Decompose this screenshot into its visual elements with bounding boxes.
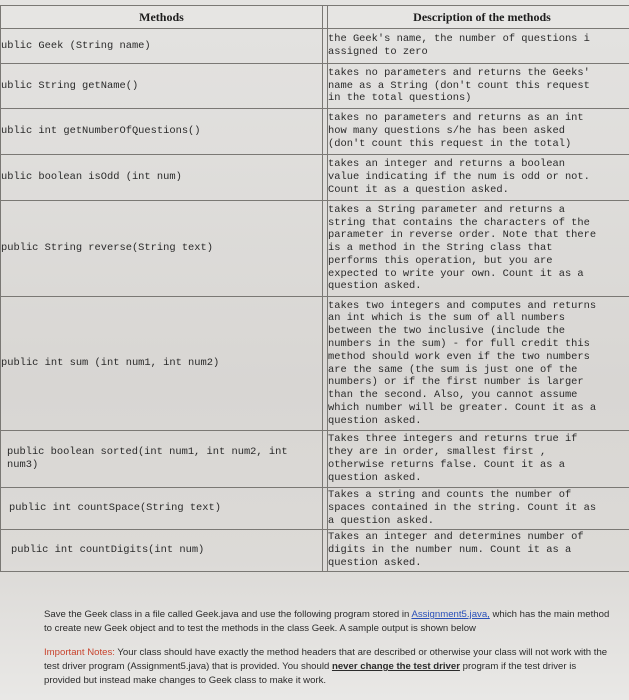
method-signature: ublic Geek (String name) [1,29,323,64]
methods-table [0,5,629,572]
method-description: takes no parameters and returns as an int how many questions s/he has been asked (don't count this request in the total) [328,109,629,155]
description-header: Description of the methods [328,6,629,29]
table-row [1,431,629,488]
table-row [1,64,629,109]
method-description: the Geek's name, the number of questions i assigned to zero [328,29,629,64]
method-description: Takes three integers and returns true if they are in order, smallest first , otherwise returns false. Count it as a question asked. [328,431,629,488]
assignment5-link[interactable]: Assignment5.java, [411,609,490,620]
method-signature: ublic boolean isOdd (int num) [1,155,323,201]
method-description: takes a String parameter and returns a string that contains the characters of the parameter in reverse order. Note that there is a method in the String class that performs this operation, but you are expected to write your own. Count it as a question asked. [328,201,629,297]
table-row [1,109,629,155]
table-header-row [1,6,629,29]
table-row [1,201,629,297]
method-description: takes no parameters and returns the Geeks' name as a String (don't count this request in the total questions) [328,64,629,109]
method-description: takes two integers and computes and returns an int which is the sum of all numbers between the two inclusive (include the numbers in the sum) - for full credit this method should work even if the two numbers are the same (the sum is just one of the numbers) or if the first number is larger than the second. Also, you cannot assume which number will be greater. Count it as a question asked. [328,297,629,431]
method-signature: public boolean sorted(int num1, int num2, int num3) [1,431,323,488]
table-row [1,29,629,64]
method-signature: public String reverse(String text) [1,201,323,297]
assignment-notes [44,608,614,698]
instructions-paragraph: Save the Geek class in a file called Geek.java and use the following program stored in Assignment5.java, which has the main method to create new Geek object and to test the methods in the class Geek. A sample output is shown below [44,609,610,634]
method-signature: ublic String getName() [1,64,323,109]
table-row [1,155,629,201]
method-signature: ublic int getNumberOfQuestions() [1,109,323,155]
methods-header: Methods [1,6,323,29]
method-signature: public int countDigits(int num) [1,530,323,572]
table-row [1,488,629,530]
method-signature: public int sum (int num1, int num2) [1,297,323,431]
table-row [1,530,629,572]
never-change-emphasis: never change the test driver [331,661,460,672]
method-description: Takes a string and counts the number of spaces contained in the string. Count it as a question asked. [328,488,629,530]
method-description: takes an integer and returns a boolean value indicating if the num is odd or not. Count it as a question asked. [328,155,629,201]
important-notes-paragraph: Important Notes: Your class should have exactly the method headers that are described or otherwise your class will not work with the test driver program (Assignment5.java) that is provided. You should never change the test driver program if the test driver is provided but instead make changes to Geek class to make it work. [44,647,608,686]
method-description: Takes an integer and determines number of digits in the number num. Count it as a question asked. [328,530,629,572]
method-signature: public int countSpace(String text) [1,488,323,530]
important-notes-label: Important Notes: [44,647,115,658]
table-row [1,297,629,431]
